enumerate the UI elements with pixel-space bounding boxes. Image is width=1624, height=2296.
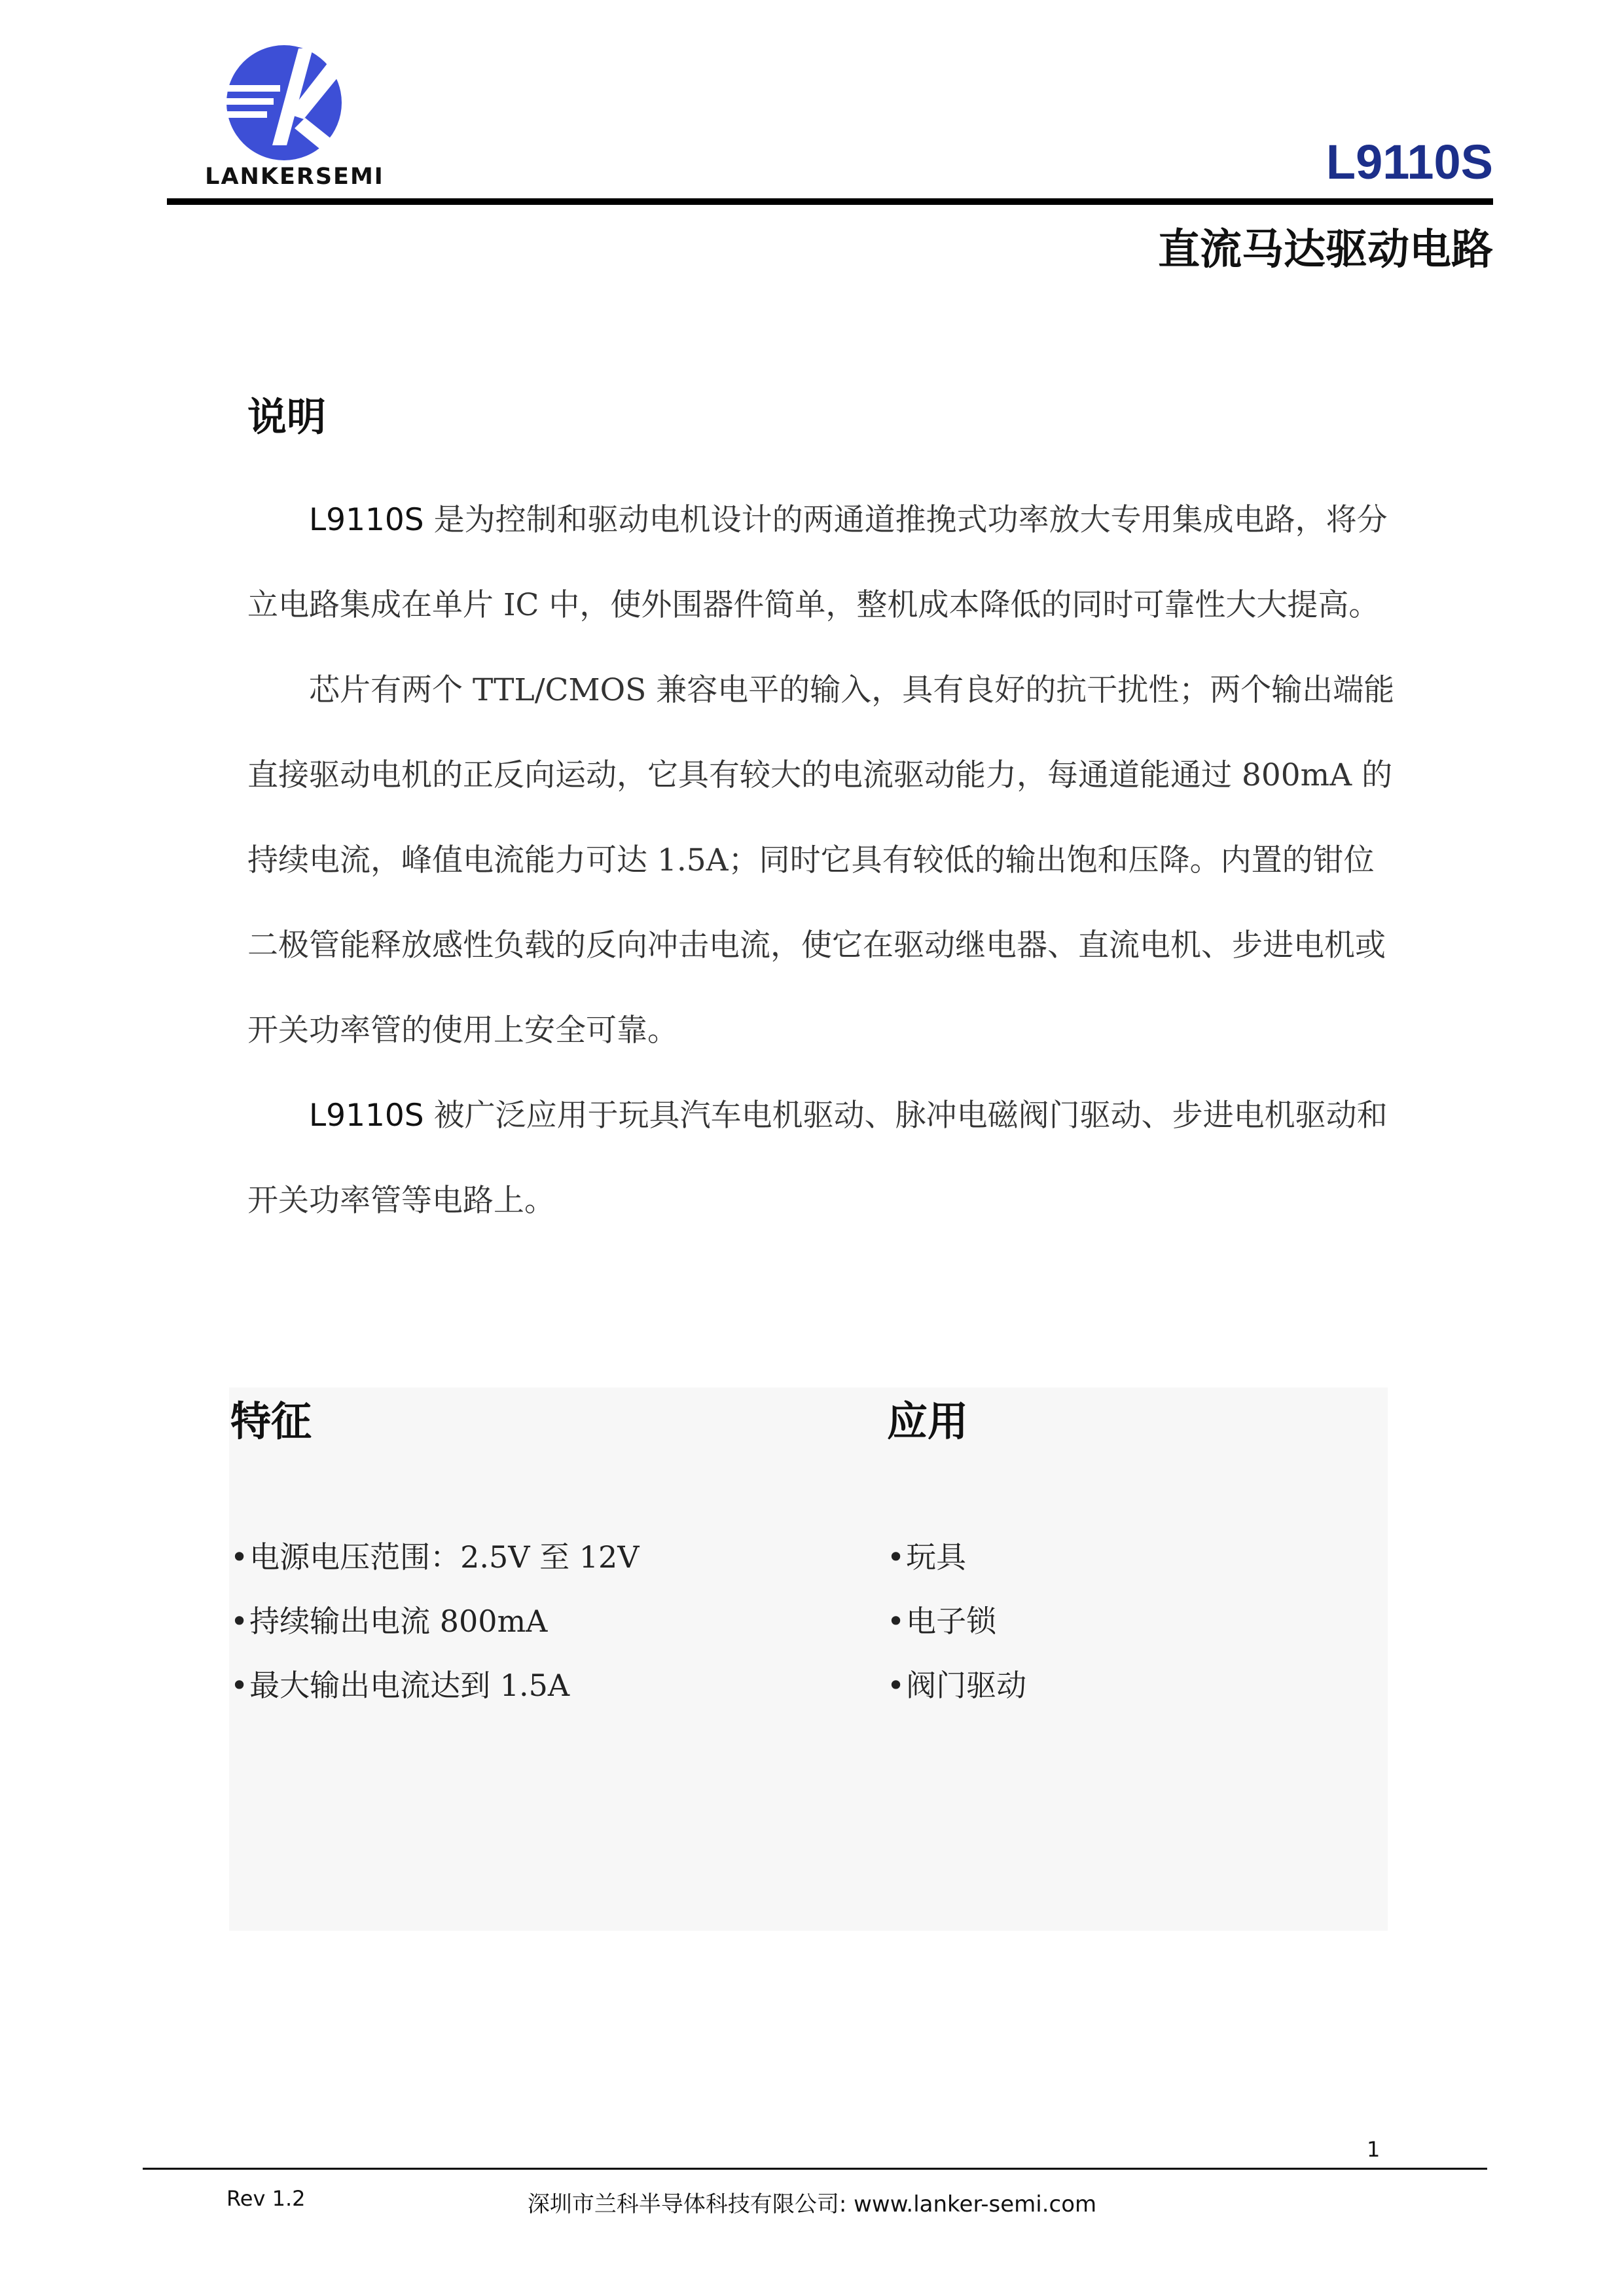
- description-heading: 说明: [247, 395, 326, 440]
- description-paragraph-3: [247, 1073, 1399, 1244]
- document-subtitle: 直流马达驱动电路: [1158, 226, 1493, 274]
- description-paragraph-1: [247, 478, 1399, 648]
- description-paragraph-2: [247, 648, 1399, 1073]
- list-item: • 最大输出电流达到 1.5A: [230, 1653, 640, 1717]
- features-list: [230, 1525, 640, 1717]
- part-number: L9110S: [1326, 135, 1493, 189]
- header-divider: [167, 198, 1493, 205]
- features-heading: 特征: [230, 1397, 312, 1445]
- paragraph-text: 芯片有两个 TTL/CMOS 兼容电平的输入，具有良好的抗干扰性；两个输出端能直接驱动电机的正反向运动，它具有较大的电流驱动能力，每通道能通过 800mA 的持续电流，峰值电流能力可达 1.5A；同时它具有较低的输出饱和压降。内置的钳位二极管能释放感性负载的反向冲击电流，使它在驱动继电器、直流电机、步进电机或开关功率管的使用上安全可靠。: [247, 672, 1395, 1049]
- part-number-inline: L9110S: [309, 1098, 424, 1134]
- revision-label: Rev 1.2: [226, 2186, 306, 2211]
- paragraph-text: 是为控制和驱动电机设计的两通道推挽式功率放大专用集成电路，将分立电路集成在单片 IC 中，使外围器件简单，整机成本降低的同时可靠性大大提高。: [247, 502, 1388, 623]
- company-name: LANKERSEMI: [205, 164, 384, 190]
- page-number: 1: [1367, 2137, 1380, 2162]
- applications-list: [887, 1525, 1026, 1717]
- description-body: [247, 478, 1399, 1244]
- list-item: • 玩具: [887, 1525, 1026, 1589]
- applications-heading: 应用: [887, 1397, 969, 1445]
- list-item: • 持续输出电流 800mA: [230, 1589, 640, 1653]
- paragraph-text: 被广泛应用于玩具汽车电机驱动、脉冲电磁阀门驱动、步进电机驱动和开关功率管等电路上。: [247, 1098, 1388, 1219]
- part-number-inline: L9110S: [309, 502, 424, 538]
- footer-divider: [143, 2168, 1487, 2170]
- list-item: • 阀门驱动: [887, 1653, 1026, 1717]
- list-item: • 电源电压范围：2.5V 至 12V: [230, 1525, 640, 1589]
- list-item: • 电子锁: [887, 1589, 1026, 1653]
- footer-company-site: 深圳市兰科半导体科技有限公司: www.lanker-semi.com: [527, 2191, 1097, 2217]
